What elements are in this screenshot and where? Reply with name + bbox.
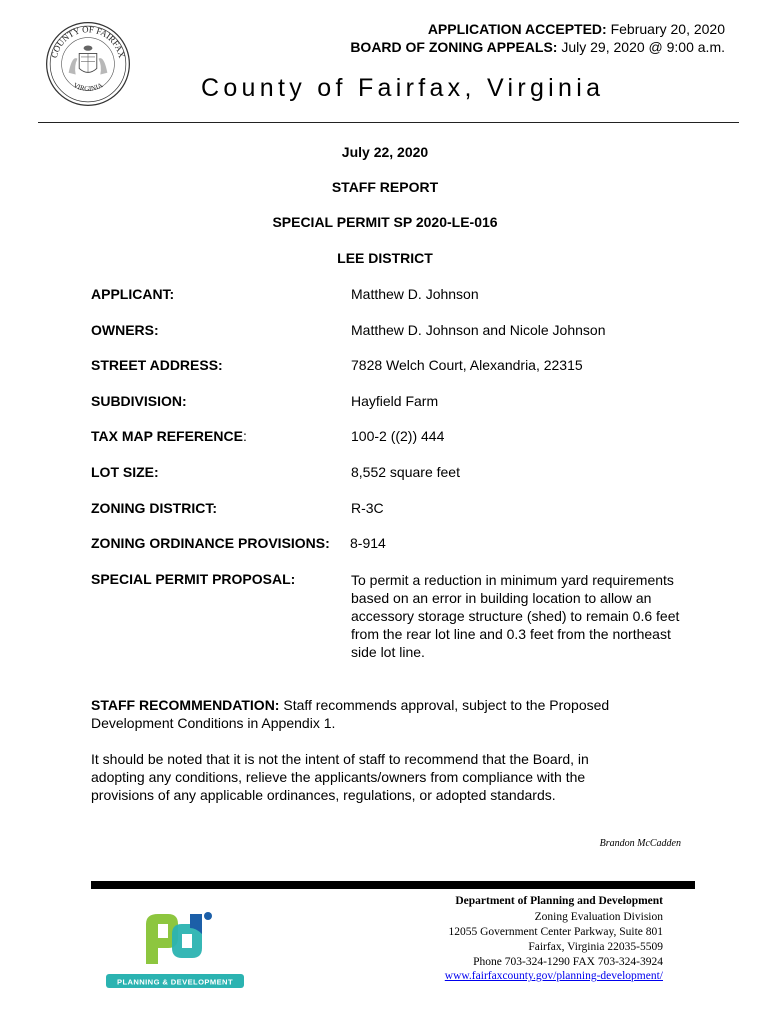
special-permit-proposal-value: To permit a reduction in minimum yard requirements based on an error in building location to allow an accessory storage structure (shed) to remain 0.6 feet from the rear lot line and 0.3 feet from the northeast side lot line. bbox=[351, 572, 680, 660]
intent-note: It should be noted that it is not the intent of staff to recommend that the Board, in adopting any conditions, relieve the applicants/owners from compliance with the provisions of any applicable ordinances, regulations, or adopted standards. bbox=[91, 751, 589, 803]
bza-date: July 29, 2020 @ 9:00 a.m. bbox=[561, 39, 725, 55]
application-accepted-line bbox=[428, 21, 725, 37]
applicant-value: Matthew D. Johnson bbox=[351, 286, 479, 302]
header-rule bbox=[38, 122, 739, 123]
subdivision-value: Hayfield Farm bbox=[351, 393, 439, 409]
staff-recommendation bbox=[91, 696, 671, 732]
staff-recommendation-text: Staff recommends approval, subject to the Proposed Development Conditions in Appendix 1. bbox=[91, 697, 610, 731]
application-accepted-date: February 20, 2020 bbox=[610, 21, 725, 37]
zoning-district-label: ZONING DISTRICT: bbox=[91, 500, 217, 516]
street-address-label: STREET ADDRESS: bbox=[91, 357, 223, 373]
tax-map-label-text: TAX MAP REFERENCE bbox=[91, 428, 243, 444]
staff-recommendation-label: STAFF RECOMMENDATION: bbox=[91, 697, 280, 713]
owners-value: Matthew D. Johnson and Nicole Johnson bbox=[351, 322, 606, 338]
footer-phone: Phone 703-324-1290 FAX 703-324-3924 bbox=[473, 956, 663, 968]
footer-website-link[interactable]: www.fairfaxcounty.gov/planning-development/ bbox=[444, 970, 663, 982]
ordinance-provisions-label: ZONING ORDINANCE PROVISIONS: bbox=[91, 535, 330, 551]
ordinance-provisions-value: 8-914 bbox=[350, 535, 386, 551]
report-type: STAFF REPORT bbox=[331, 179, 439, 195]
bza-hearing-line bbox=[350, 39, 725, 55]
svg-text:VIRGINIA: VIRGINIA bbox=[71, 81, 105, 93]
lot-size-value: 8,552 square feet bbox=[351, 464, 460, 480]
application-accepted-label: APPLICATION ACCEPTED: bbox=[427, 21, 607, 37]
svg-text:COUNTY OF FAIRFAX: COUNTY OF FAIRFAX bbox=[48, 24, 128, 60]
tax-map-label bbox=[91, 428, 247, 444]
footer-address-line1: 12055 Government Center Parkway, Suite 801 bbox=[448, 926, 663, 938]
bza-label: BOARD OF ZONING APPEALS: bbox=[350, 39, 558, 55]
street-address-value: 7828 Welch Court, Alexandria, 22315 bbox=[351, 357, 583, 373]
permit-number: SPECIAL PERMIT SP 2020-LE-016 bbox=[272, 214, 498, 230]
tax-map-value: 100-2 ((2)) 444 bbox=[351, 428, 445, 444]
zoning-district-value: R-3C bbox=[351, 500, 384, 516]
footer-department: Department of Planning and Development bbox=[455, 895, 663, 907]
lot-size-label: LOT SIZE: bbox=[91, 464, 159, 480]
special-permit-proposal-label: SPECIAL PERMIT PROPOSAL: bbox=[91, 571, 296, 587]
applicant-label: APPLICANT: bbox=[91, 286, 175, 302]
signature: Brandon McCadden bbox=[599, 838, 681, 849]
county-title: County of Fairfax, Virginia bbox=[201, 74, 605, 102]
owners-label: OWNERS: bbox=[91, 322, 159, 338]
tax-map-label-colon: : bbox=[242, 428, 247, 444]
county-seal bbox=[44, 20, 132, 108]
report-date: July 22, 2020 bbox=[341, 144, 429, 160]
subdivision-label: SUBDIVISION: bbox=[91, 393, 187, 409]
footer-division: Zoning Evaluation Division bbox=[534, 911, 663, 923]
svg-text:PLANNING & DEVELOPMENT: PLANNING & DEVELOPMENT bbox=[117, 977, 233, 987]
district: LEE DISTRICT bbox=[337, 250, 433, 266]
planning-development-logo bbox=[106, 904, 244, 994]
footer-address-line2: Fairfax, Virginia 22035-5509 bbox=[528, 941, 663, 953]
footer-rule bbox=[91, 881, 695, 889]
